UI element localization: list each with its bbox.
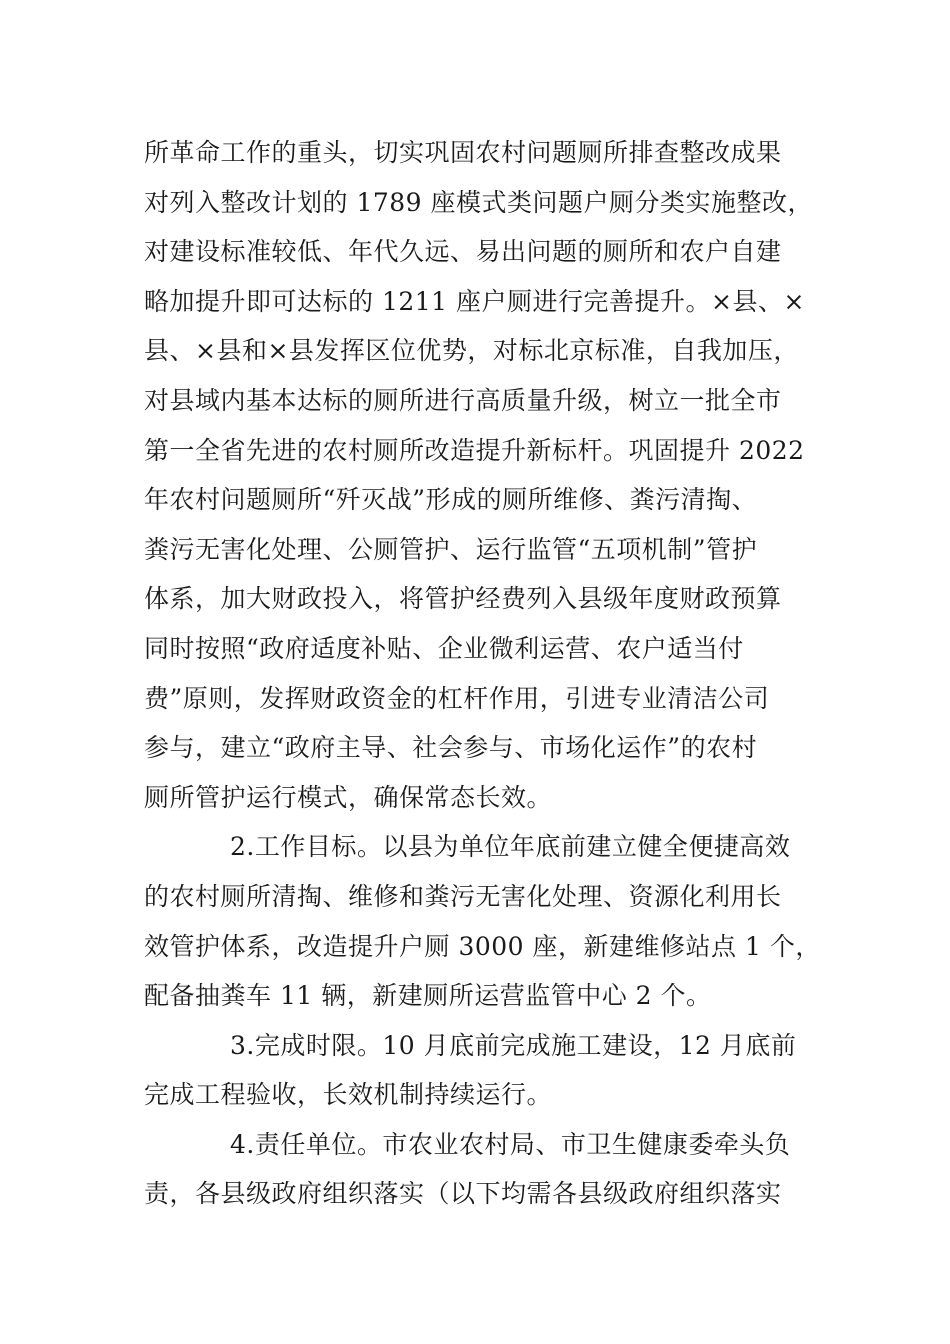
text-line: 费”原则，发挥财政资金的杠杆作用，引进专业清洁公司 [144, 683, 770, 713]
text-line: 厕所管护运行模式，确保常态长效。 [144, 782, 553, 812]
text-line: 3.完成时限。10 月底前完成施工建设，12 月底前 [230, 1030, 797, 1060]
text-line: 配备抽粪车 11 辆，新建厕所运营监管中心 2 个。 [144, 981, 712, 1011]
paragraph-deadline [144, 1021, 824, 1120]
text-line: 县、×县和×县发挥区位优势，对标北京标准，自我加压， [144, 336, 799, 366]
paragraph-work-goal [144, 822, 824, 1020]
document-body [144, 128, 824, 1219]
text-line: 同时按照“政府适度补贴、企业微利运营、农户适当付 [144, 633, 744, 663]
text-line: 效管护体系，改造提升户厕 3000 座，新建维修站点 1 个， [144, 931, 821, 961]
text-line: 年农村问题厕所“歼灭战”形成的厕所维修、粪污清掏、 [144, 485, 758, 515]
text-line: 对列入整改计划的 1789 座模式类问题户厕分类实施整改， [144, 187, 814, 217]
text-line: 2.工作目标。以县为单位年底前建立健全便捷高效 [230, 832, 791, 862]
text-line: 第一全省先进的农村厕所改造提升新标杆。巩固提升 2022 [144, 435, 805, 465]
text-line: 的农村厕所清掏、维修和粪污无害化处理、资源化利用长 [144, 881, 782, 911]
paragraph-toilet-rectification [144, 128, 824, 822]
text-line: 参与，建立“政府主导、社会参与、市场化运作”的农村 [144, 733, 758, 763]
text-line: 粪污无害化处理、公厕管护、运行监管“五项机制”管护 [144, 534, 758, 564]
text-line: 责，各县级政府组织落实（以下均需各县级政府组织落实 [144, 1179, 782, 1209]
text-line: 体系，加大财政投入，将管护经费列入县级年度财政预算 [144, 584, 782, 614]
text-line: 完成工程验收，长效机制持续运行。 [144, 1080, 553, 1110]
text-line: 4.责任单位。市农业农村局、市卫生健康委牵头负 [230, 1129, 791, 1159]
text-line: 所革命工作的重头，切实巩固农村问题厕所排查整改成果 [144, 138, 782, 167]
text-line: 对县域内基本达标的厕所进行高质量升级，树立一批全市 [144, 385, 782, 415]
text-line: 对建设标准较低、年代久远、易出问题的厕所和农户自建 [144, 237, 782, 267]
paragraph-responsible-units [144, 1120, 824, 1219]
text-line: 略加提升即可达标的 1211 座户厕进行完善提升。×县、× [144, 286, 805, 316]
